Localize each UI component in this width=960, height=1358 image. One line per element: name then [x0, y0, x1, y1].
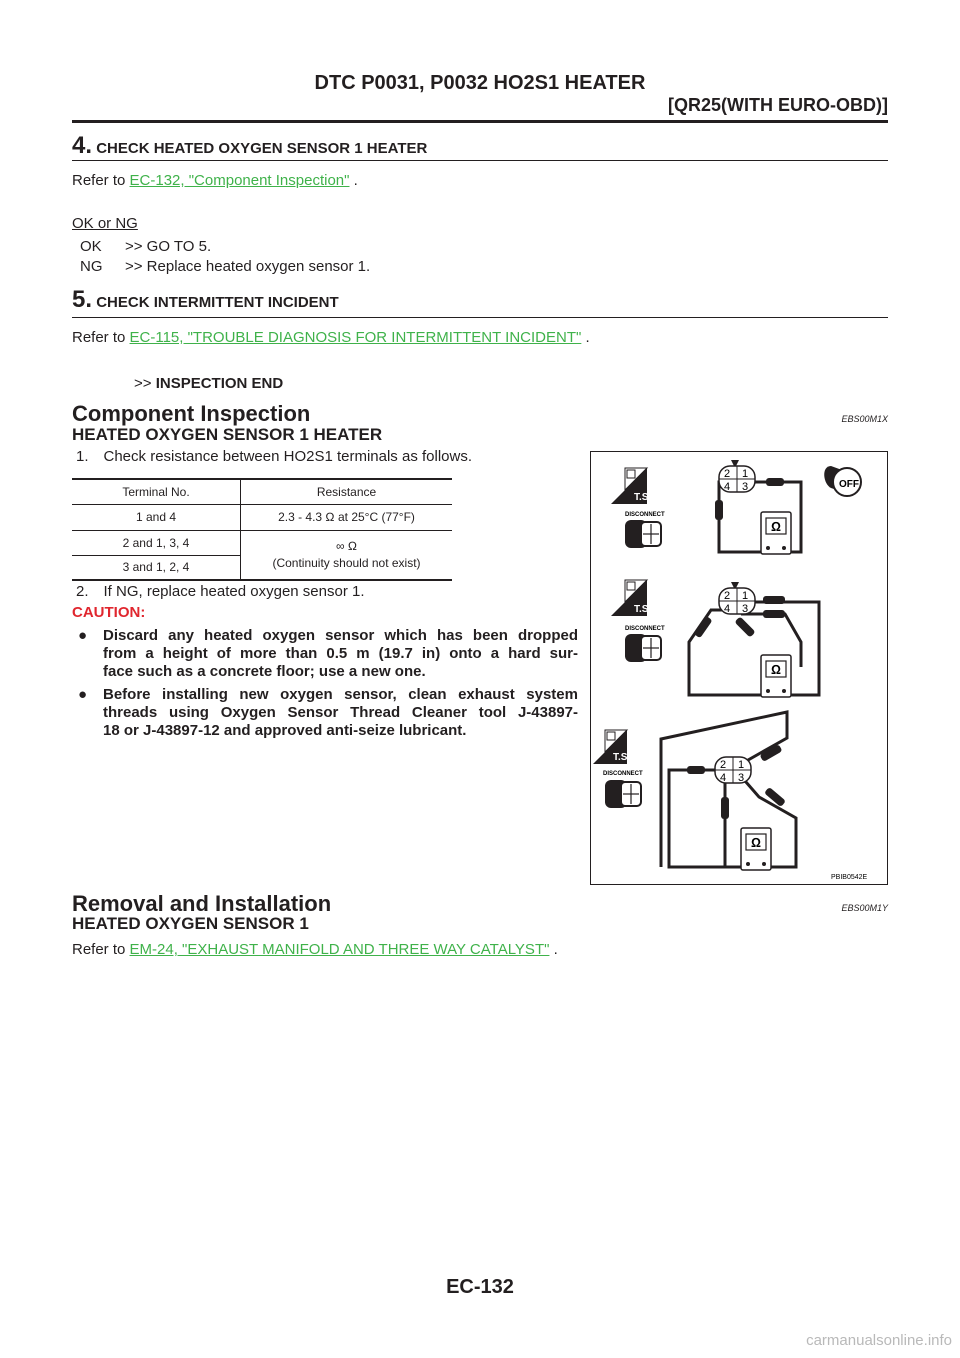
inspection-end-arrow: >> [134, 375, 152, 392]
step-5-reference [72, 329, 590, 346]
probe-sleeve [763, 610, 785, 618]
pin-2-label: 2 [724, 590, 731, 602]
pin-3-label: 3 [742, 603, 749, 615]
step-5-title: CHECK INTERMITTENT INCIDENT [96, 294, 339, 311]
step-4-reference [72, 172, 358, 189]
connector-plug-icon [625, 634, 661, 662]
wiring-diagram [591, 452, 887, 884]
table-cell-terminal: 3 and 1, 2, 4 [72, 555, 241, 580]
option-ok-code: OK [80, 238, 102, 255]
removal-installation-subtitle: HEATED OXYGEN SENSOR 1 [72, 914, 309, 933]
pin-4-label: 4 [724, 603, 731, 615]
bullet-line: 18 or J-43897-12 and approved anti-seize lubricant. [103, 722, 467, 739]
caution-label: CAUTION: [72, 604, 146, 621]
page-number: EC-132 [446, 1276, 514, 1298]
caution-bullet-2 [78, 686, 578, 740]
refer-prefix: Refer to [72, 329, 130, 346]
refer-suffix: . [581, 329, 590, 346]
bullet-line: Before installing new oxygen sensor, clean exhaust system [103, 686, 578, 703]
watermark: carmanualsonline.info [806, 1332, 952, 1349]
ignition-off-icon [824, 466, 861, 496]
component-inspection-title: Component Inspection [72, 401, 311, 426]
link-component-inspection[interactable]: EC-132, "Component Inspection" [129, 172, 350, 189]
step-5-number: 5. [72, 286, 93, 313]
removal-installation-title: Removal and Installation [72, 891, 332, 916]
table-cell-terminal: 1 and 4 [72, 504, 241, 530]
removal-reference [72, 941, 558, 958]
merged-line-2: (Continuity should not exist) [272, 555, 421, 570]
connector-face-1 [719, 460, 755, 493]
link-exhaust-manifold[interactable]: EM-24, "EXHAUST MANIFOLD AND THREE WAY CATALYST" [129, 941, 550, 958]
link-intermittent-incident[interactable]: EC-115, "TROUBLE DIAGNOSIS FOR INTERMITTENT INCIDENT" [129, 329, 582, 346]
header-rule [72, 120, 888, 123]
disconnect-label: DISCONNECT [625, 512, 665, 518]
pin-4-label: 4 [720, 772, 727, 784]
component-inspection-code: EBS00M1X [841, 414, 888, 424]
bullet-line: from a height of more than 0.5 m (19.7 in) onto a hard sur- [103, 645, 578, 662]
disconnect-label: DISCONNECT [603, 771, 643, 777]
option-ng-code: NG [80, 258, 103, 275]
table-cell-resistance: 2.3 - 4.3 Ω at 25°C (77°F) [278, 510, 415, 524]
caution-bullet-1 [78, 627, 578, 681]
ts-label: T.S. [634, 492, 652, 503]
page-header-title: DTC P0031, P0032 HO2S1 HEATER [314, 72, 646, 94]
ts-label: T.S. [613, 752, 631, 763]
table-row [72, 530, 452, 555]
pin-2-label: 2 [720, 759, 727, 771]
pin-1-label: 1 [738, 759, 745, 771]
ohmmeter-3-icon [741, 828, 771, 870]
ohm-symbol: Ω [751, 835, 761, 850]
step-4-rule [72, 160, 888, 161]
probe-sleeve [687, 766, 705, 774]
pin-1-label: 1 [742, 468, 749, 480]
refer-prefix: Refer to [72, 941, 130, 958]
figure-code: PBIB0542E [831, 874, 868, 881]
probe-sleeve [734, 616, 755, 637]
disconnect-label: DISCONNECT [625, 626, 665, 632]
table-header-row [72, 479, 452, 504]
table-header-resistance: Resistance [316, 484, 377, 499]
pin-2-label: 2 [724, 468, 731, 480]
pin-1-label: 1 [742, 590, 749, 602]
table-row [72, 504, 452, 530]
pin-3-label: 3 [742, 481, 749, 493]
probe-sleeve [715, 500, 723, 520]
ohmmeter-2-icon [761, 655, 791, 697]
connector-plug-icon [605, 780, 641, 808]
pin-4-label: 4 [724, 481, 731, 493]
inspection-end [134, 375, 283, 392]
page-header-subtitle: [QR25(WITH EURO-OBD)] [668, 95, 888, 115]
option-ok-text: >> GO TO 5. [125, 238, 212, 255]
component-step-2: 2. If NG, replace heated oxygen sensor 1. [76, 583, 365, 600]
table-header-terminal: Terminal No. [72, 479, 241, 504]
refer-prefix: Refer to [72, 172, 130, 189]
bullet-line: face such as a concrete floor; use a new one. [103, 663, 426, 680]
table-cell-merged-resistance [241, 530, 453, 580]
ts-icon [593, 730, 630, 764]
component-inspection-subtitle: HEATED OXYGEN SENSOR 1 HEATER [72, 425, 383, 444]
step-5-heading [72, 286, 339, 314]
off-label: OFF [839, 479, 859, 490]
ohm-symbol: Ω [771, 519, 781, 534]
step-4-number: 4. [72, 132, 93, 159]
step-5-rule [72, 317, 888, 318]
ts-icon [611, 580, 651, 616]
step-4-heading [72, 132, 427, 160]
connector-face-3 [715, 757, 751, 784]
refer-suffix: . [549, 941, 558, 958]
ohmmeter-1-icon [761, 512, 791, 554]
inspection-end-text: INSPECTION END [155, 375, 284, 392]
bullet-line: threads using Oxygen Sensor Thread Cleaner tool J-43897- [103, 704, 578, 721]
merged-line-1: ∞ Ω [335, 538, 358, 553]
refer-suffix: . [349, 172, 358, 189]
step-4-title: CHECK HEATED OXYGEN SENSOR 1 HEATER [96, 140, 428, 157]
resistance-table [72, 478, 452, 581]
connector-plug-icon [625, 520, 661, 548]
connector-face-2 [719, 582, 755, 615]
ts-label: T.S. [634, 604, 652, 615]
bullet-line: Discard any heated oxygen sensor which has been dropped [103, 627, 578, 644]
pin-3-label: 3 [738, 772, 745, 784]
probe-sleeve [763, 596, 785, 604]
ts-icon [611, 468, 651, 504]
table-cell-terminal: 2 and 1, 3, 4 [72, 530, 241, 555]
removal-installation-code: EBS00M1Y [841, 903, 888, 913]
ok-ng-label: OK or NG [72, 215, 138, 232]
component-step-1: 1. Check resistance between HO2S1 terminals as follows. [76, 448, 473, 465]
probe-sleeve [721, 797, 729, 819]
ohm-symbol: Ω [771, 662, 781, 677]
bullet-dot-icon: ● [78, 686, 88, 703]
option-ng-text: >> Replace heated oxygen sensor 1. [125, 258, 371, 275]
bullet-dot-icon: ● [78, 627, 88, 644]
probe-sleeve [764, 787, 786, 807]
probe-sleeve [766, 478, 784, 486]
inspection-figure [590, 451, 888, 885]
